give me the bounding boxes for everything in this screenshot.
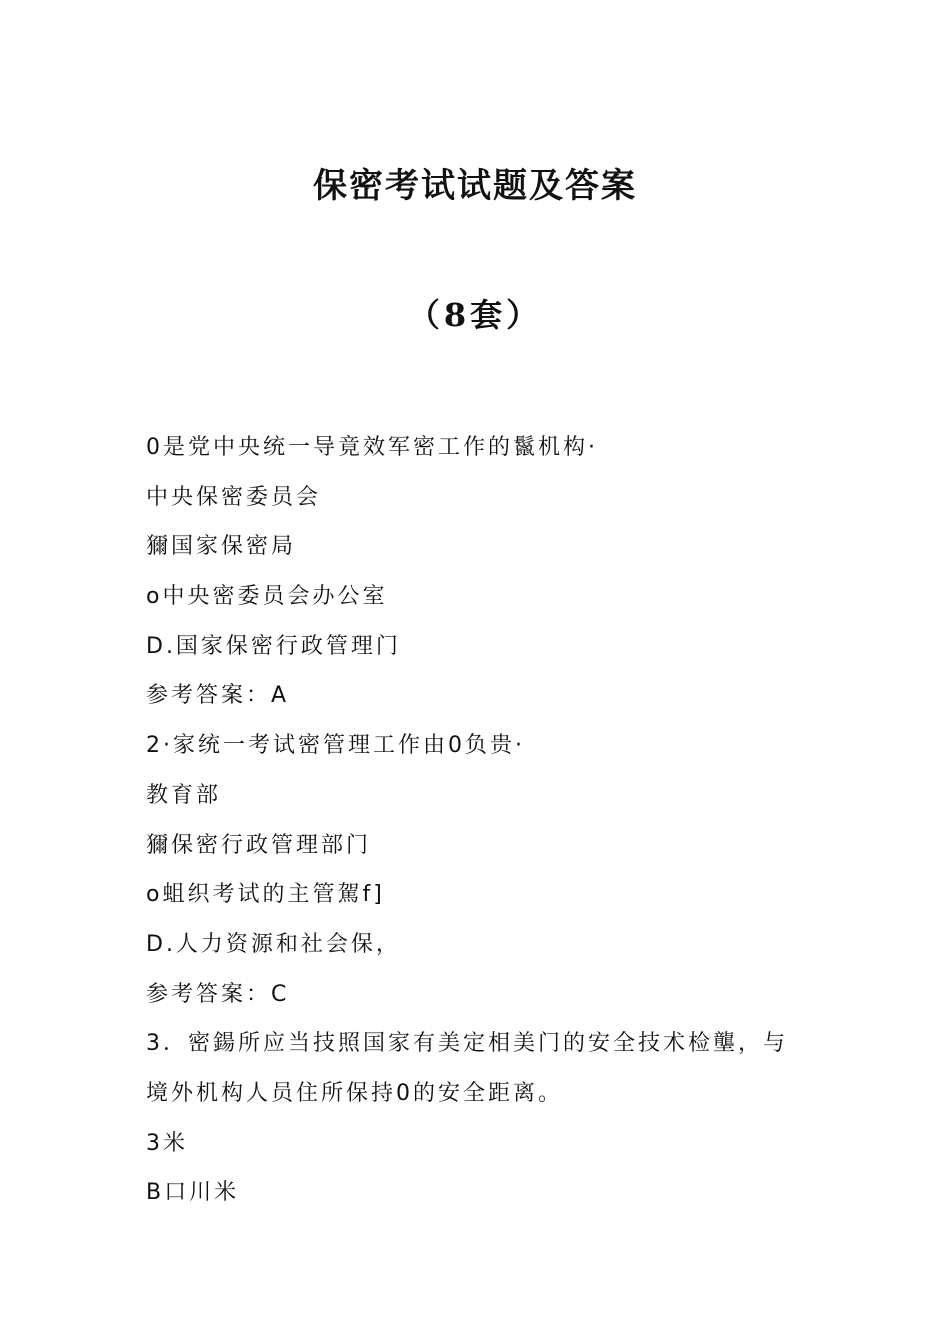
- question-2-answer: 参考答案：C: [146, 981, 290, 1007]
- question-2-option-d: D.人力资源和社会保，: [146, 931, 401, 957]
- question-list: [146, 430, 826, 1225]
- question-1-text: 0是党中央统一导竟效军密工作的鬣机构·: [146, 435, 598, 460]
- question-2-option-c: o蛆织考试的主管駕f]: [146, 882, 385, 908]
- question-3-text-line-2: 境外机构人员住所保持0的安全距离。: [146, 1080, 563, 1106]
- question-1-answer: 参考答案：A: [146, 683, 290, 709]
- question-1-option-d: D.国家保密行政管理门: [146, 633, 401, 659]
- question-3-option-b: B口川米: [146, 1180, 240, 1206]
- question-1-option-c: o中央密委员会办公室: [146, 584, 388, 610]
- question-3-text-line-1: 3．密鍚所应当技照国家有美定相美门的安全技术检壟，与: [146, 1031, 788, 1057]
- document-title: 保密考试试题及答案: [313, 166, 637, 206]
- question-3-option-a: 3米: [146, 1130, 188, 1156]
- question-2-option-a: 教育部: [146, 782, 222, 808]
- document-subtitle: （8套）: [407, 296, 543, 334]
- question-1-option-a: 中央保密委员会: [146, 484, 322, 510]
- question-1-option-b: 獮国家保密局: [146, 534, 297, 560]
- question-2-text: 2·家统一考试密管理工作由0负贵·: [146, 733, 525, 759]
- question-2-option-b: 獮保密行政管理部门: [146, 832, 372, 858]
